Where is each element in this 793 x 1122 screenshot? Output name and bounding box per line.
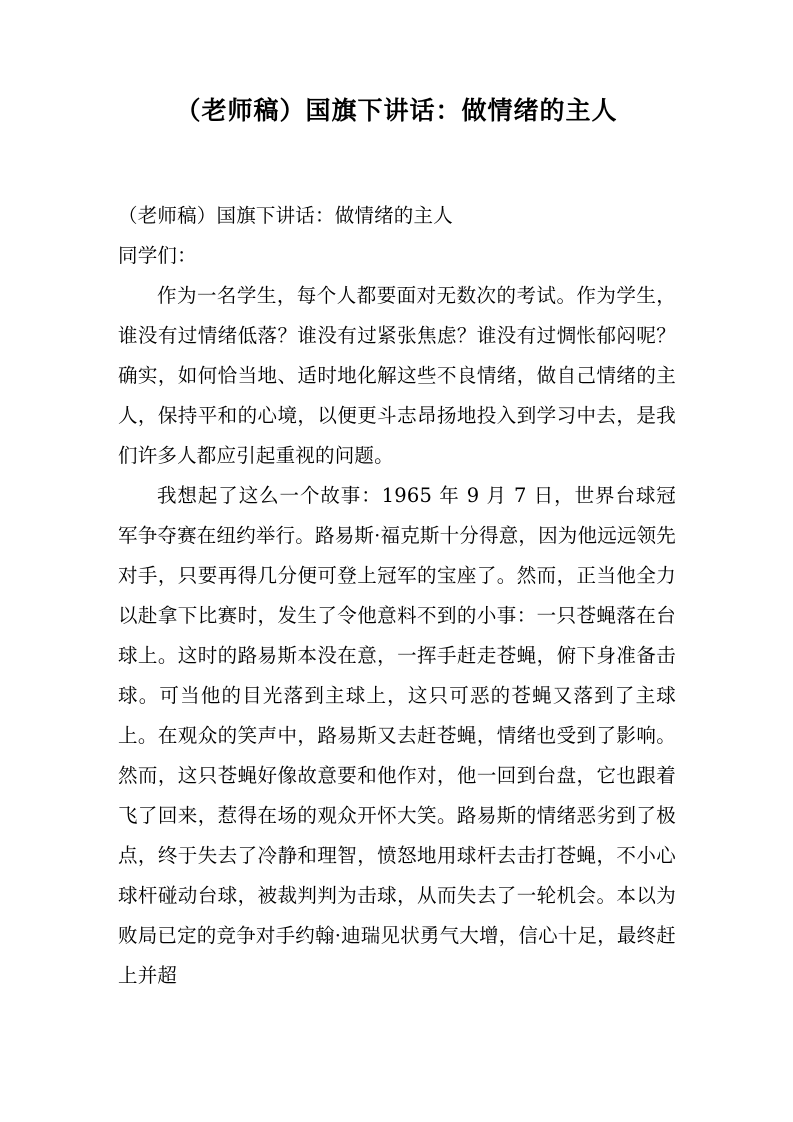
paragraph-heading-repeat: （老师稿）国旗下讲话：做情绪的主人 <box>118 204 453 227</box>
page-title: （老师稿）国旗下讲话：做情绪的主人 <box>175 96 618 125</box>
paragraph-salutation: 同学们： <box>118 244 197 267</box>
paragraph-body-2: 我想起了这么一个故事：1965 年 9 月 7 日，世界台球冠军争夺赛在纽约举行。路易斯·福克斯十分得意，因为他远远领先对手，只要再得几分便可登上冠军的宝座了。然而，正当他全力以赴拿下比赛时，发生了令他意料不到的小事：一只苍蝇落在台球上。这时的路易斯本没在意，一挥手赶走苍蝇，俯下身准备击球。可当他的目光落到主球上，这只可恶的苍蝇又落到了主球上。在观众的笑声中，路易斯又去赶苍蝇，情绪也受到了影响。然而，这只苍蝇好像故意要和他作对，他一回到台盘，它也跟着飞了回来，惹得在场的观众开怀大笑。路易斯的情绪恶劣到了极点，终于失去了冷静和理智，愤怒地用球杆去击打苍蝇，不小心球杆碰动台球，被裁判判为击球，从而失去了一轮机会。本以为败局已定的竞争对手约翰·迪瑞见状勇气大增，信心十足，最终赶上并超 <box>118 484 676 987</box>
paragraph-body-1: 作为一名学生，每个人都要面对无数次的考试。作为学生，谁没有过情绪低落？谁没有过紧张焦虑？谁没有过惆怅郁闷呢？确实，如何恰当地、适时地化解这些不良情绪，做自己情绪的主人，保持平和的心境，以便更斗志昂扬地投入到学习中去，是我们许多人都应引起重视的问题。 <box>118 284 676 467</box>
document-body <box>118 196 676 996</box>
